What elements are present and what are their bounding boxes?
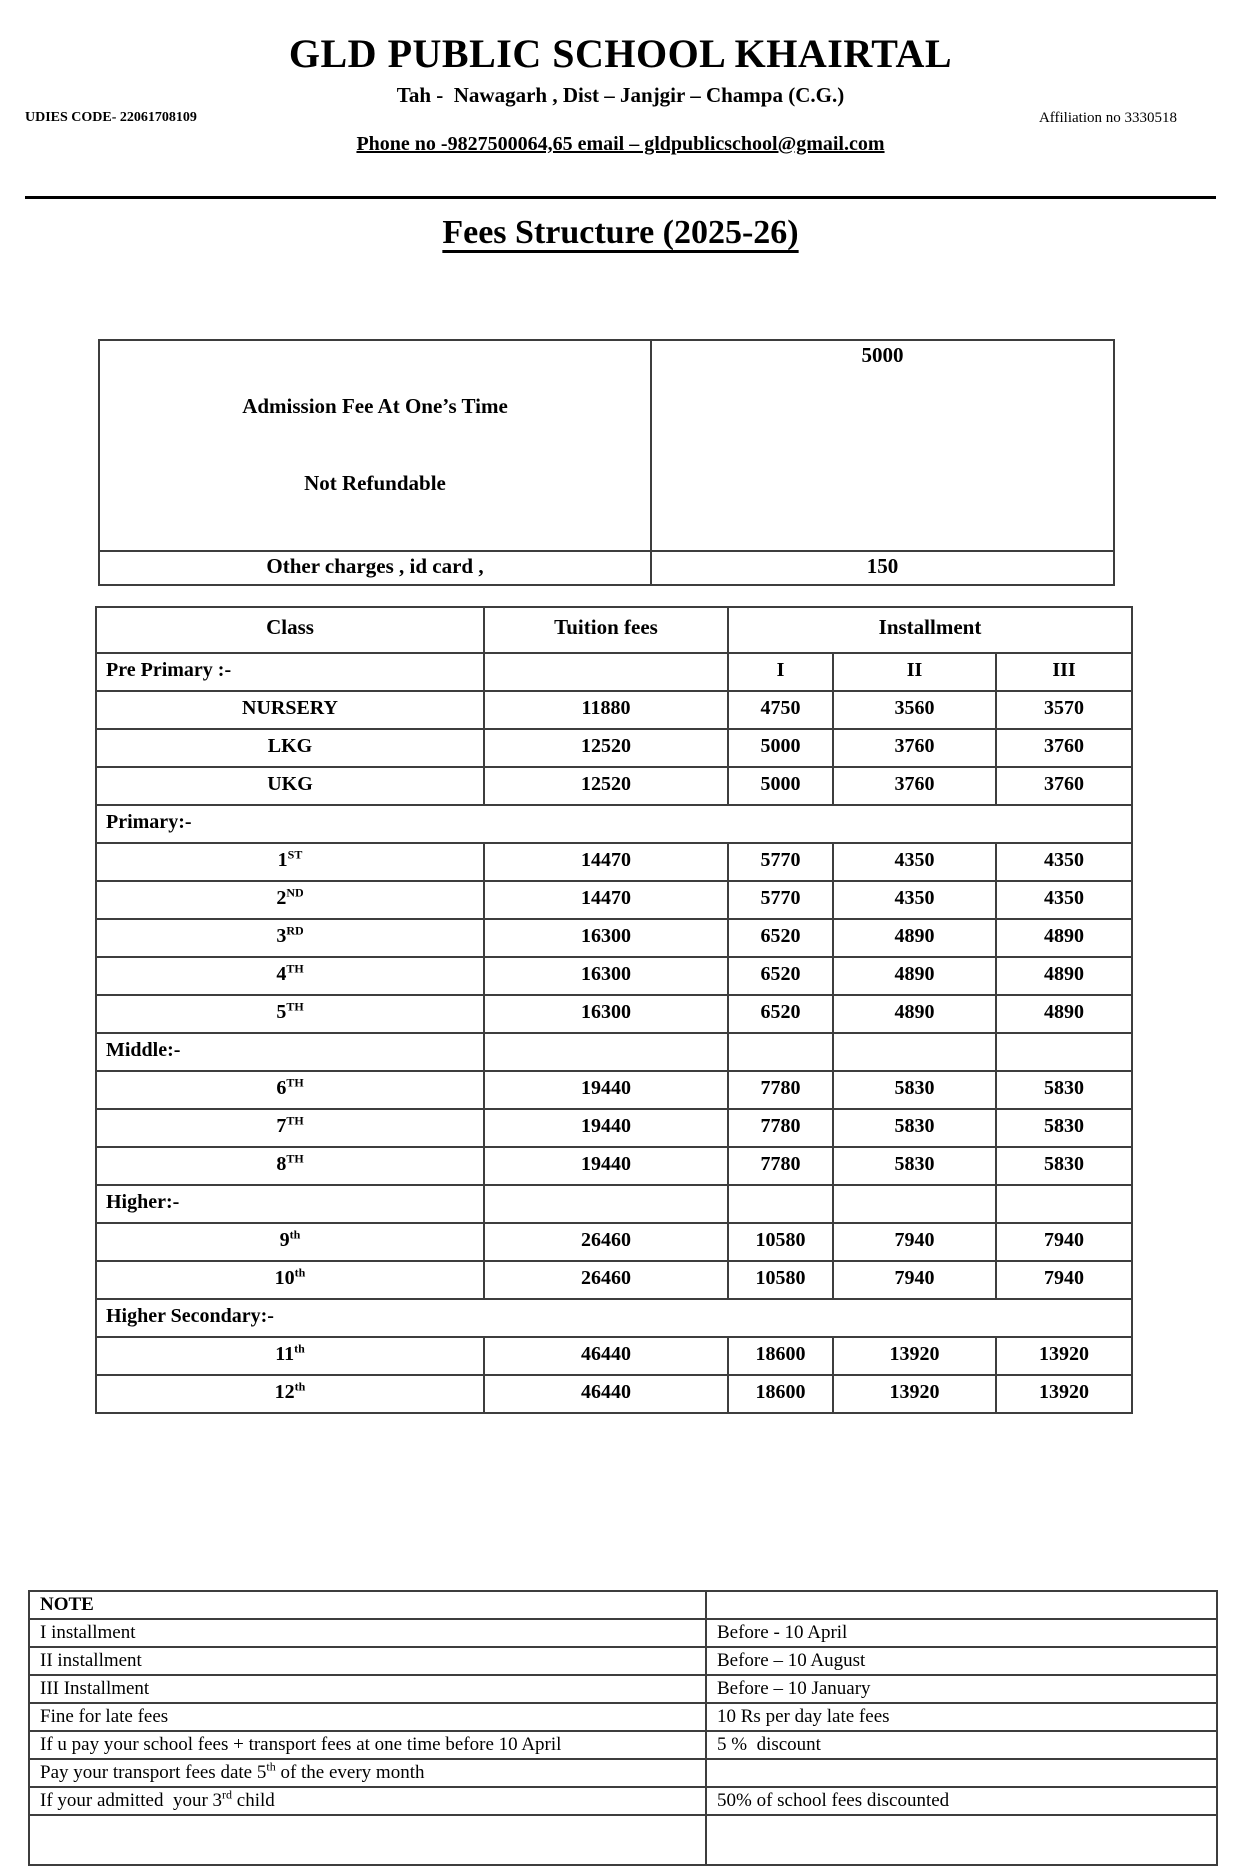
admission-label-line: Not Refundable	[304, 470, 446, 495]
fees-class-cell: Primary:-	[96, 805, 1132, 843]
fees-class-cell: 6TH	[96, 1071, 484, 1109]
note-value-cell	[706, 1591, 1217, 1619]
fees-tuition-cell	[484, 1033, 728, 1071]
meta-row	[0, 110, 1241, 130]
note-value-cell	[706, 1759, 1217, 1787]
note-row	[29, 1619, 1217, 1647]
fees-installment-cell: 5830	[833, 1147, 996, 1185]
fees-tuition-cell: 46440	[484, 1375, 728, 1413]
note-value-cell: 5 % discount	[706, 1731, 1217, 1759]
fees-tuition-cell: 14470	[484, 843, 728, 881]
fees-installment-cell: 4750	[728, 691, 833, 729]
fees-installment-cell: 13920	[833, 1337, 996, 1375]
fees-installment-cell: 5770	[728, 881, 833, 919]
fees-tuition-cell: 19440	[484, 1071, 728, 1109]
installment-col-header: I	[728, 653, 833, 691]
fees-tuition-cell	[484, 1185, 728, 1223]
note-label-cell: I installment	[29, 1619, 706, 1647]
fees-tuition-cell: 19440	[484, 1109, 728, 1147]
fees-class-cell: 12th	[96, 1375, 484, 1413]
fees-tuition-cell: 26460	[484, 1261, 728, 1299]
fees-installment-cell: 10580	[728, 1223, 833, 1261]
fees-header-row	[96, 607, 1132, 653]
fees-installment-cell: 4350	[833, 843, 996, 881]
fees-tuition-cell: 46440	[484, 1337, 728, 1375]
fees-installment-cell: 13920	[996, 1375, 1132, 1413]
note-value-cell: Before – 10 August	[706, 1647, 1217, 1675]
fees-installment-cell: 4890	[833, 919, 996, 957]
fees-table	[95, 606, 1133, 1414]
fees-data-row	[96, 691, 1132, 729]
fees-installment-cell: 3760	[833, 729, 996, 767]
fees-installment-cell: 18600	[728, 1337, 833, 1375]
fees-installment-cell: 4890	[996, 919, 1132, 957]
contact-line: Phone no -9827500064,65 email – gldpublicschool@gmail.com	[356, 132, 885, 155]
fees-tuition-cell: 19440	[484, 1147, 728, 1185]
fees-class-cell: 5TH	[96, 995, 484, 1033]
fees-installment-cell	[996, 1033, 1132, 1071]
note-table-body	[29, 1591, 1217, 1865]
fees-data-row	[96, 881, 1132, 919]
fees-class-cell: UKG	[96, 767, 484, 805]
admission-value: 5000	[651, 340, 1114, 551]
school-name: GLD PUBLIC SCHOOL KHAIRTAL	[288, 31, 953, 76]
fees-installment-cell: 18600	[728, 1375, 833, 1413]
fees-header-installment: Installment	[728, 607, 1132, 653]
fees-installment-cell	[833, 1185, 996, 1223]
installment-col-header: II	[833, 653, 996, 691]
fees-class-cell: Higher:-	[96, 1185, 484, 1223]
fees-tuition-cell: 14470	[484, 881, 728, 919]
note-row	[29, 1787, 1217, 1815]
fees-installment-cell	[996, 1185, 1132, 1223]
fees-installment-cell: 5830	[996, 1147, 1132, 1185]
fees-installment-cell: 13920	[996, 1337, 1132, 1375]
admission-label	[99, 340, 651, 551]
fees-installment-cell: 3760	[833, 767, 996, 805]
fees-installment-cell: 3560	[833, 691, 996, 729]
fees-installment-cell: 4350	[996, 881, 1132, 919]
fees-installment-cell: 6520	[728, 957, 833, 995]
admission-value: 150	[651, 551, 1114, 585]
fees-data-row	[96, 995, 1132, 1033]
fees-data-row	[96, 957, 1132, 995]
note-label-cell: Pay your transport fees date 5th of the every month	[29, 1759, 706, 1787]
fees-table-body	[96, 607, 1132, 1413]
fees-installment-cell: 4890	[996, 995, 1132, 1033]
fees-installment-cell: 5000	[728, 729, 833, 767]
fees-tuition-cell	[484, 653, 728, 691]
note-row	[29, 1703, 1217, 1731]
note-label-cell: II installment	[29, 1647, 706, 1675]
fees-data-row	[96, 1223, 1132, 1261]
fees-tuition-cell: 11880	[484, 691, 728, 729]
fees-tuition-cell: 26460	[484, 1223, 728, 1261]
fees-installment-cell: 5000	[728, 767, 833, 805]
document-title: Fees Structure (2025-26)	[442, 213, 799, 251]
note-label-cell	[29, 1815, 706, 1865]
note-row	[29, 1815, 1217, 1865]
fees-installment-cell	[728, 1033, 833, 1071]
fees-installment-cell: 5770	[728, 843, 833, 881]
address-line: Tah - Nawagarh , Dist – Janjgir – Champa (C.G.)	[396, 82, 845, 107]
fees-class-cell: 1ST	[96, 843, 484, 881]
fees-tuition-cell: 12520	[484, 729, 728, 767]
fees-installment-cell: 13920	[833, 1375, 996, 1413]
note-value-cell: Before – 10 January	[706, 1675, 1217, 1703]
fees-installment-cell: 5830	[996, 1109, 1132, 1147]
fees-tuition-cell: 16300	[484, 919, 728, 957]
fees-installment-cell: 7940	[833, 1261, 996, 1299]
fees-installment-cell: 7780	[728, 1071, 833, 1109]
note-row	[29, 1647, 1217, 1675]
fees-installment-cell: 4890	[996, 957, 1132, 995]
fees-data-row	[96, 1147, 1132, 1185]
document-header	[0, 0, 1241, 156]
fees-class-cell: NURSERY	[96, 691, 484, 729]
fees-tuition-cell: 16300	[484, 995, 728, 1033]
admission-label-line: Admission Fee At One’s Time	[242, 394, 508, 419]
fees-class-cell: 3RD	[96, 919, 484, 957]
fees-tuition-cell: 16300	[484, 957, 728, 995]
admission-row	[99, 551, 1114, 585]
fees-header-class: Class	[96, 607, 484, 653]
fees-section-row	[96, 1299, 1132, 1337]
fees-installment-cell: 6520	[728, 995, 833, 1033]
fees-installment-cell: 4890	[833, 957, 996, 995]
fees-class-cell: 2ND	[96, 881, 484, 919]
note-row	[29, 1759, 1217, 1787]
fees-installment-cell: 4890	[833, 995, 996, 1033]
fees-class-cell: 10th	[96, 1261, 484, 1299]
fees-data-row	[96, 1109, 1132, 1147]
fees-data-row	[96, 919, 1132, 957]
fees-class-cell: Middle:-	[96, 1033, 484, 1071]
fees-installment-cell	[728, 1185, 833, 1223]
fees-installment-cell: 3760	[996, 767, 1132, 805]
fees-class-cell: 11th	[96, 1337, 484, 1375]
note-row	[29, 1591, 1217, 1619]
header-divider	[25, 196, 1216, 199]
fees-installment-cell: 5830	[996, 1071, 1132, 1109]
fees-data-row	[96, 1375, 1132, 1413]
fees-class-cell: Pre Primary :-	[96, 653, 484, 691]
installment-col-header: III	[996, 653, 1132, 691]
note-label-cell: If your admitted your 3rd child	[29, 1787, 706, 1815]
fees-data-row	[96, 1071, 1132, 1109]
admission-label: Other charges , id card ,	[99, 551, 651, 585]
note-label-cell: III Installment	[29, 1675, 706, 1703]
udies-code: UDIES CODE- 22061708109	[25, 109, 197, 125]
fees-installment-cell: 10580	[728, 1261, 833, 1299]
note-label-cell: NOTE	[29, 1591, 706, 1619]
fees-installment-cell: 7940	[996, 1223, 1132, 1261]
fees-class-cell: Higher Secondary:-	[96, 1299, 1132, 1337]
admission-fee-table	[98, 339, 1115, 586]
fees-installment-cell: 5830	[833, 1071, 996, 1109]
note-label-cell: Fine for late fees	[29, 1703, 706, 1731]
fees-class-cell: 7TH	[96, 1109, 484, 1147]
fees-installment-cell: 4350	[996, 843, 1132, 881]
fees-data-row	[96, 729, 1132, 767]
fees-installment-cell: 7780	[728, 1109, 833, 1147]
note-value-cell: 10 Rs per day late fees	[706, 1703, 1217, 1731]
fees-installment-cell: 6520	[728, 919, 833, 957]
fees-installment-cell: 3570	[996, 691, 1132, 729]
fees-class-cell: 9th	[96, 1223, 484, 1261]
fees-class-cell: 4TH	[96, 957, 484, 995]
note-value-cell: Before - 10 April	[706, 1619, 1217, 1647]
fees-section-row	[96, 1185, 1132, 1223]
fees-data-row	[96, 1337, 1132, 1375]
fees-installment-cell: 4350	[833, 881, 996, 919]
fees-installment-cell: 3760	[996, 729, 1132, 767]
fees-data-row	[96, 1261, 1132, 1299]
fees-data-row	[96, 767, 1132, 805]
fees-installment-cell: 7940	[833, 1223, 996, 1261]
fees-installment-cell: 5830	[833, 1109, 996, 1147]
note-value-cell	[706, 1815, 1217, 1865]
affiliation-number: Affiliation no 3330518	[1038, 109, 1177, 126]
fees-installment-cell: 7780	[728, 1147, 833, 1185]
fees-header-tuition: Tuition fees	[484, 607, 728, 653]
fees-data-row	[96, 843, 1132, 881]
fees-class-cell: LKG	[96, 729, 484, 767]
note-row	[29, 1675, 1217, 1703]
note-table	[28, 1590, 1218, 1866]
note-value-cell: 50% of school fees discounted	[706, 1787, 1217, 1815]
fees-section-row	[96, 653, 1132, 691]
note-label-cell: If u pay your school fees + transport fees at one time before 10 April	[29, 1731, 706, 1759]
fees-installment-cell: 7940	[996, 1261, 1132, 1299]
admission-row	[99, 340, 1114, 551]
fees-tuition-cell: 12520	[484, 767, 728, 805]
fees-installment-cell	[833, 1033, 996, 1071]
fees-section-row	[96, 805, 1132, 843]
fees-class-cell: 8TH	[96, 1147, 484, 1185]
fees-section-row	[96, 1033, 1132, 1071]
